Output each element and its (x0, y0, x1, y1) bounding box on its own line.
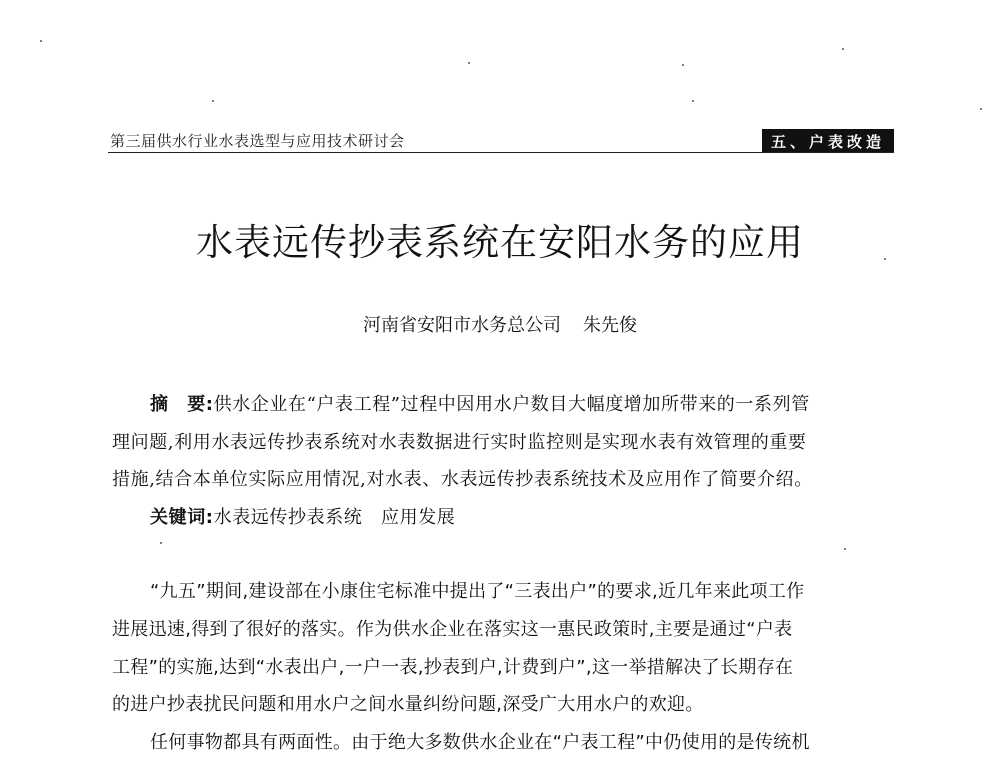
abstract-label: 摘 要: (150, 394, 214, 415)
author: 朱先俊 (583, 315, 637, 336)
scan-speck (692, 100, 694, 102)
body-line: 工程”的实施,达到“水表出户,一户一表,抄表到户,计费到户”,这一举措解决了长期存在 (112, 657, 794, 678)
scan-speck (212, 100, 214, 102)
scan-speck (40, 40, 42, 42)
abstract-text: 供水企业在“户表工程”过程中因用水户数目大幅度增加所带来的一系列管 (213, 394, 810, 415)
scan-speck (844, 548, 846, 550)
body-line: 的进户抄表扰民问题和用水户之间水量纠纷问题,深受广大用水户的欢迎。 (112, 694, 704, 715)
abstract-line: 理问题,利用水表远传抄表系统对水表数据进行实时监控则是实现水表有效管理的重要 (112, 432, 807, 453)
body-line: “九五”期间,建设部在小康住宅标准中提出了“三表出户”的要求,近几年来此项工作 (150, 581, 805, 602)
header-rule (108, 152, 894, 153)
abstract-line (112, 396, 892, 414)
body-line: 进展迅速,得到了很好的落实。作为供水企业在落实这一惠民政策时,主要是通过“户表 (112, 619, 793, 640)
scan-speck (980, 108, 982, 110)
keywords-label: 关键词: (150, 507, 214, 528)
scan-speck (160, 542, 162, 544)
paper-title: 水表远传抄表系统在安阳水务的应用 (196, 221, 804, 264)
abstract-line: 措施,结合本单位实际应用情况,对水表、水表远传抄表系统技术及应用作了简要介绍。 (112, 469, 813, 490)
section-tag: 五、户表改造 (762, 129, 894, 153)
scan-speck (468, 62, 470, 64)
body-line: 任何事物都具有两面性。由于绝大多数供水企业在“户表工程”中仍使用的是传统机 (150, 732, 810, 753)
scan-speck (842, 48, 844, 50)
byline (0, 311, 1000, 337)
running-header: 第三届供水行业水表选型与应用技术研讨会 (110, 132, 405, 150)
keywords-text: 水表远传抄表系统 应用发展 (213, 507, 456, 528)
keywords-line (150, 509, 930, 527)
affiliation: 河南省安阳市水务总公司 (363, 315, 561, 336)
scan-speck (682, 64, 684, 66)
